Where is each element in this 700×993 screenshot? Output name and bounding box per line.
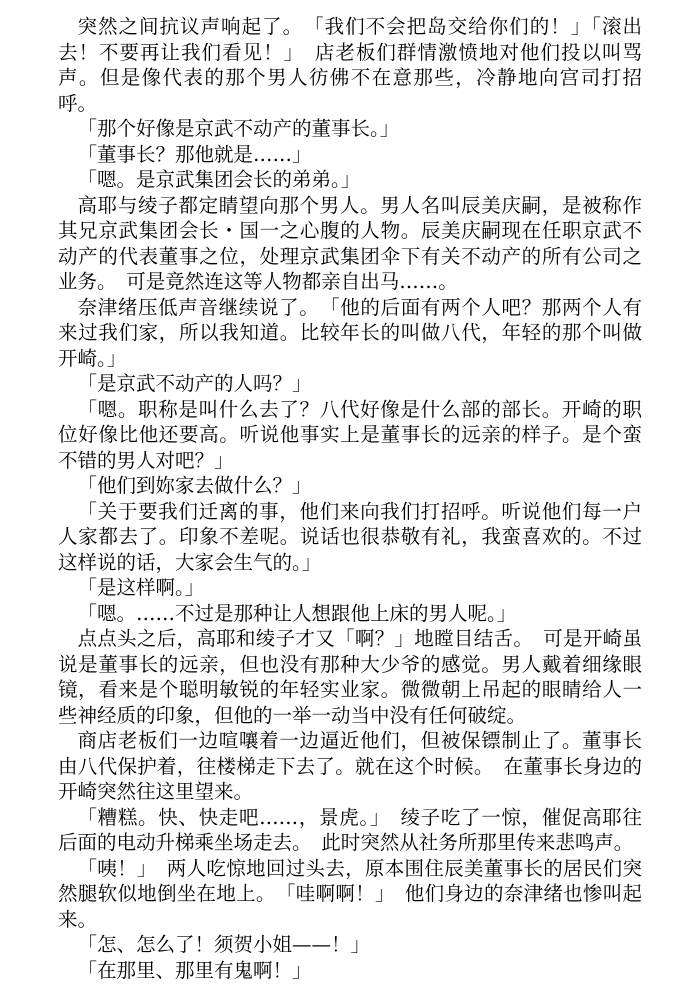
- paragraph: 突然之间抗议声响起了。 「我们不会把岛交给你们的！」「滚出去！不要再让我们看见！」 店老板们群情激愤地对他们投以叫骂声。但是像代表的那个男人彷佛不在意那些，冷静地向宫司打招呼。: [58, 15, 642, 115]
- paragraph: 商店老板们一边喧嚷着一边逼近他们，但被保镖制止了。董事长由八代保护着，往楼梯走下去了。就在这个时候。 在董事长身边的开崎突然往这里望来。: [58, 729, 642, 803]
- paragraph: 「嗯。职称是叫什么去了？八代好像是什么部的部长。开崎的职位好像比他还要高。听说他事实上是董事长的远亲的样子。是个蛮不错的男人对吧？」: [58, 397, 642, 472]
- paragraph: 「嗯。是京武集团会长的弟弟。」: [77, 168, 361, 191]
- paragraph: 「那个好像是京武不动产的董事长。」: [77, 117, 400, 140]
- paragraph: 奈津绪压低声音继续说了。 「他的后面有两个人吧？那两个人有来过我们家，所以我知道。比较年长的叫做八代，年轻的那个叫做开崎。」: [58, 295, 642, 370]
- paragraph: 「是京武不动产的人吗？」: [77, 372, 312, 395]
- document-page: [58, 14, 642, 983]
- paragraph: 「董事长？那他就是……」: [77, 142, 312, 166]
- paragraph: 「咦！」 两人吃惊地回过头去，原本围住辰美董事长的居民们突然腿软似地倒坐在地上。 「哇啊啊！」 他们身边的奈津绪也惨叫起来。: [58, 856, 642, 931]
- paragraph: 点点头之后，高耶和绫子才又「啊？」地瞠目结舌。 可是开崎虽说是董事长的远亲，但也没有那种大少爷的感觉。男人戴着细缘眼镜，看来是个聪明敏锐的年轻实业家。微微朝上吊起的眼睛给人一些神经质的印象，但他的一举一动当中没有任何破绽。: [58, 627, 642, 727]
- paragraph: 「在那里、那里有鬼啊！」: [77, 958, 312, 982]
- paragraph: 高耶与绫子都定睛望向那个男人。男人名叫辰美庆嗣，是被称作其兄京武集团会长・国一之心腹的人物。辰美庆嗣现在任职京武不动产的代表董事之位，处理京武集团伞下有关不动产的所有公司之业务。 可是竟然连这等人物都亲自出马……。: [58, 193, 642, 293]
- paragraph: 「关于要我们迁离的事，他们来向我们打招呼。听说他们每一户人家都去了。印象不差呢。说话也很恭敬有礼，我蛮喜欢的。不过这样说的话，大家会生气的。」: [58, 499, 642, 574]
- paragraph: 「他们到妳家去做什么？」: [77, 474, 312, 497]
- paragraph: 「糟糕。快、快走吧……，景虎。」 绫子吃了一惊，催促高耶往后面的电动升梯乘坐场走去。 此时突然从社务所那里传来悲鸣声。: [58, 805, 642, 854]
- paragraph: 「是这样啊。」: [77, 576, 205, 599]
- paragraph: 「怎、怎么了！须贺小姐——！」: [77, 933, 371, 956]
- paragraph: 「嗯。……不过是那种让人想跟他上床的男人呢。」: [77, 601, 517, 625]
